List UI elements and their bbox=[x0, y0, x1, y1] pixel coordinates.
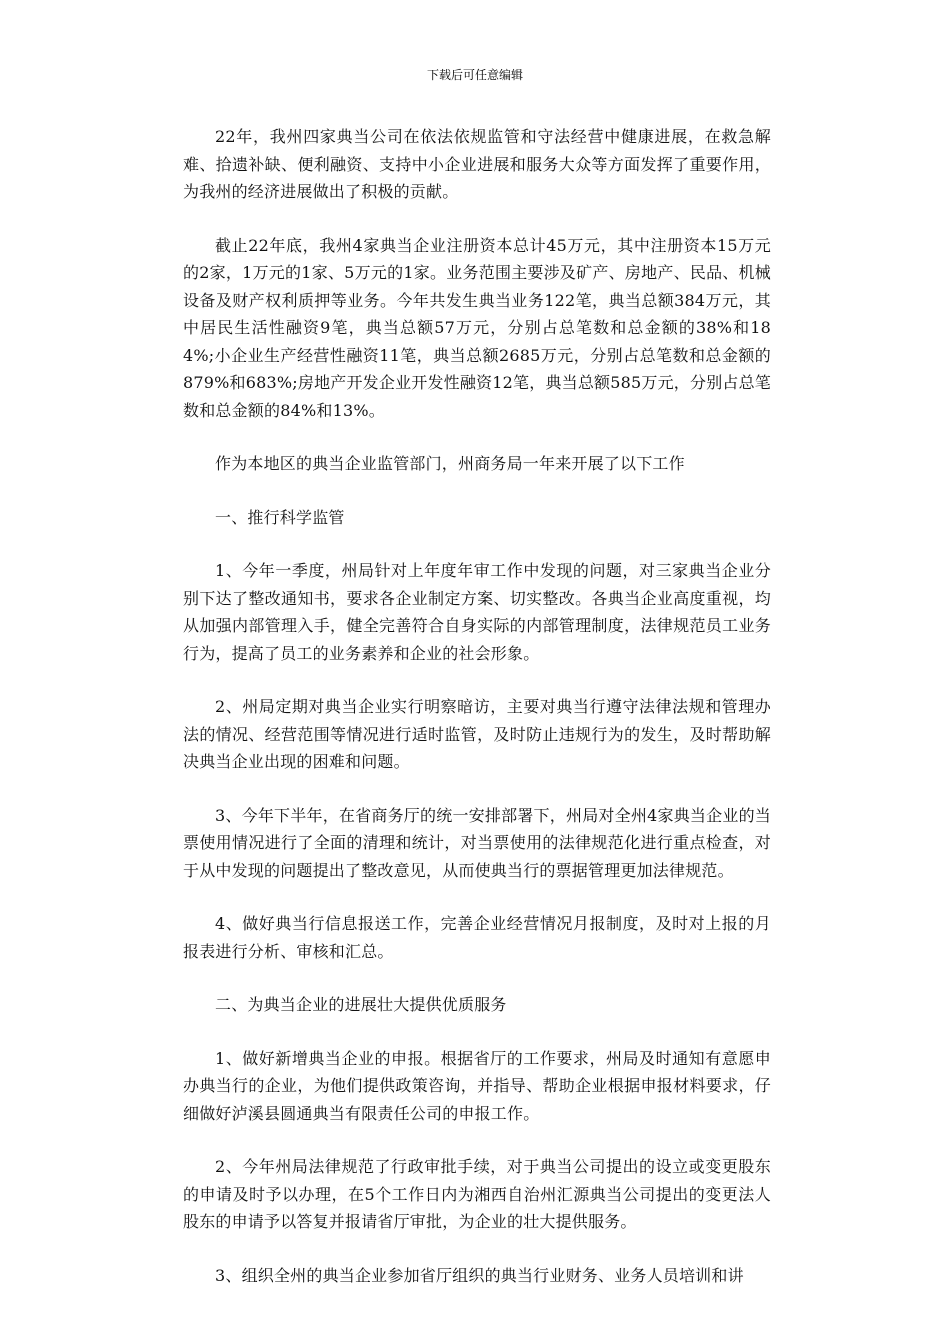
paragraph-supervision-1: 1、今年一季度，州局针对上年度年审工作中发现的问题，对三家典当企业分别下达了整改通知书，要求各企业制定方案、切实整改。各典当企业高度重视，均从加强内部管理入手，健全完善符合自身实际的内部管理制度，法律规范员工业务行为，提高了员工的业务素养和企业的社会形象。 bbox=[183, 561, 771, 663]
paragraph-service-1: 1、做好新增典当企业的申报。根据省厅的工作要求，州局及时通知有意愿申办典当行的企业，为他们提供政策咨询，并指导、帮助企业根据申报材料要求，仔细做好泸溪县圆通典当有限责任公司的申报工作。 bbox=[183, 1048, 771, 1123]
paragraph-service-3: 3、组织全州的典当企业参加省厅组织的典当行业财务、业务人员培训和讲 bbox=[215, 1265, 744, 1285]
paragraph-service-2: 2、今年州局法律规范了行政审批手续，对于典当公司提出的设立或变更股东的申请及时予以办理，在5个工作日内为湘西自治州汇源典当公司提出的变更法人股东的申请予以答复并报请省厅审批，为企业的壮大提供服务。 bbox=[183, 1157, 771, 1231]
paragraph-overview: 22年，我州四家典当公司在依法依规监管和守法经营中健康进展，在救急解难、拾遗补缺、便利融资、支持中小企业进展和服务大众等方面发挥了重要作用，为我州的经济进展做出了积极的贡献。 bbox=[183, 127, 771, 201]
paragraph-supervision-3: 3、今年下半年，在省商务厅的统一安排部署下，州局对全州4家典当企业的当票使用情况进行了全面的清理和统计，对当票使用的法律规范化进行重点检查，对于从中发现的问题提出了整改意见，从而使典当行的票据管理更加法律规范。 bbox=[183, 805, 771, 880]
section-heading-service: 二、为典当企业的进展壮大提供优质服务 bbox=[215, 995, 507, 1014]
download-edit-note: 下载后可任意编辑 bbox=[426, 68, 523, 82]
paragraph-supervision-2: 2、州局定期对典当企业实行明察暗访，主要对典当行遵守法律法规和管理办法的情况、经营范围等情况进行适时监管，及时防止违规行为的发生，及时帮助解决典当企业出现的困难和问题。 bbox=[183, 697, 771, 771]
document-body bbox=[183, 123, 771, 1315]
paragraph-statistics: 截止22年底，我州4家典当企业注册资本总计45万元，其中注册资本15万元的2家，1万元的1家、5万元的1家。业务范围主要涉及矿产、房地产、民品、机械设备及财产权利质押等业务。今年共发生典当业务122笔，典当总额384万元，其中居民生活性融资9笔，典当总额57万元，分别占总笔数和总金额的38%和184%;小企业生产经营性融资11笔，典当总额2685万元，分别占总笔数和总金额的879%和683%;房地产开发企业开发性融资12笔，典当总额585万元，分别占总笔数和总金额的84%和13%。 bbox=[183, 235, 771, 420]
section-heading-supervision: 一、推行科学监管 bbox=[215, 507, 345, 527]
paragraph-supervision-4: 4、做好典当行信息报送工作，完善企业经营情况月报制度，及时对上报的月报表进行分析、审核和汇总。 bbox=[183, 914, 771, 961]
paragraph-work-intro: 作为本地区的典当企业监管部门，州商务局一年来开展了以下工作 bbox=[215, 454, 685, 473]
